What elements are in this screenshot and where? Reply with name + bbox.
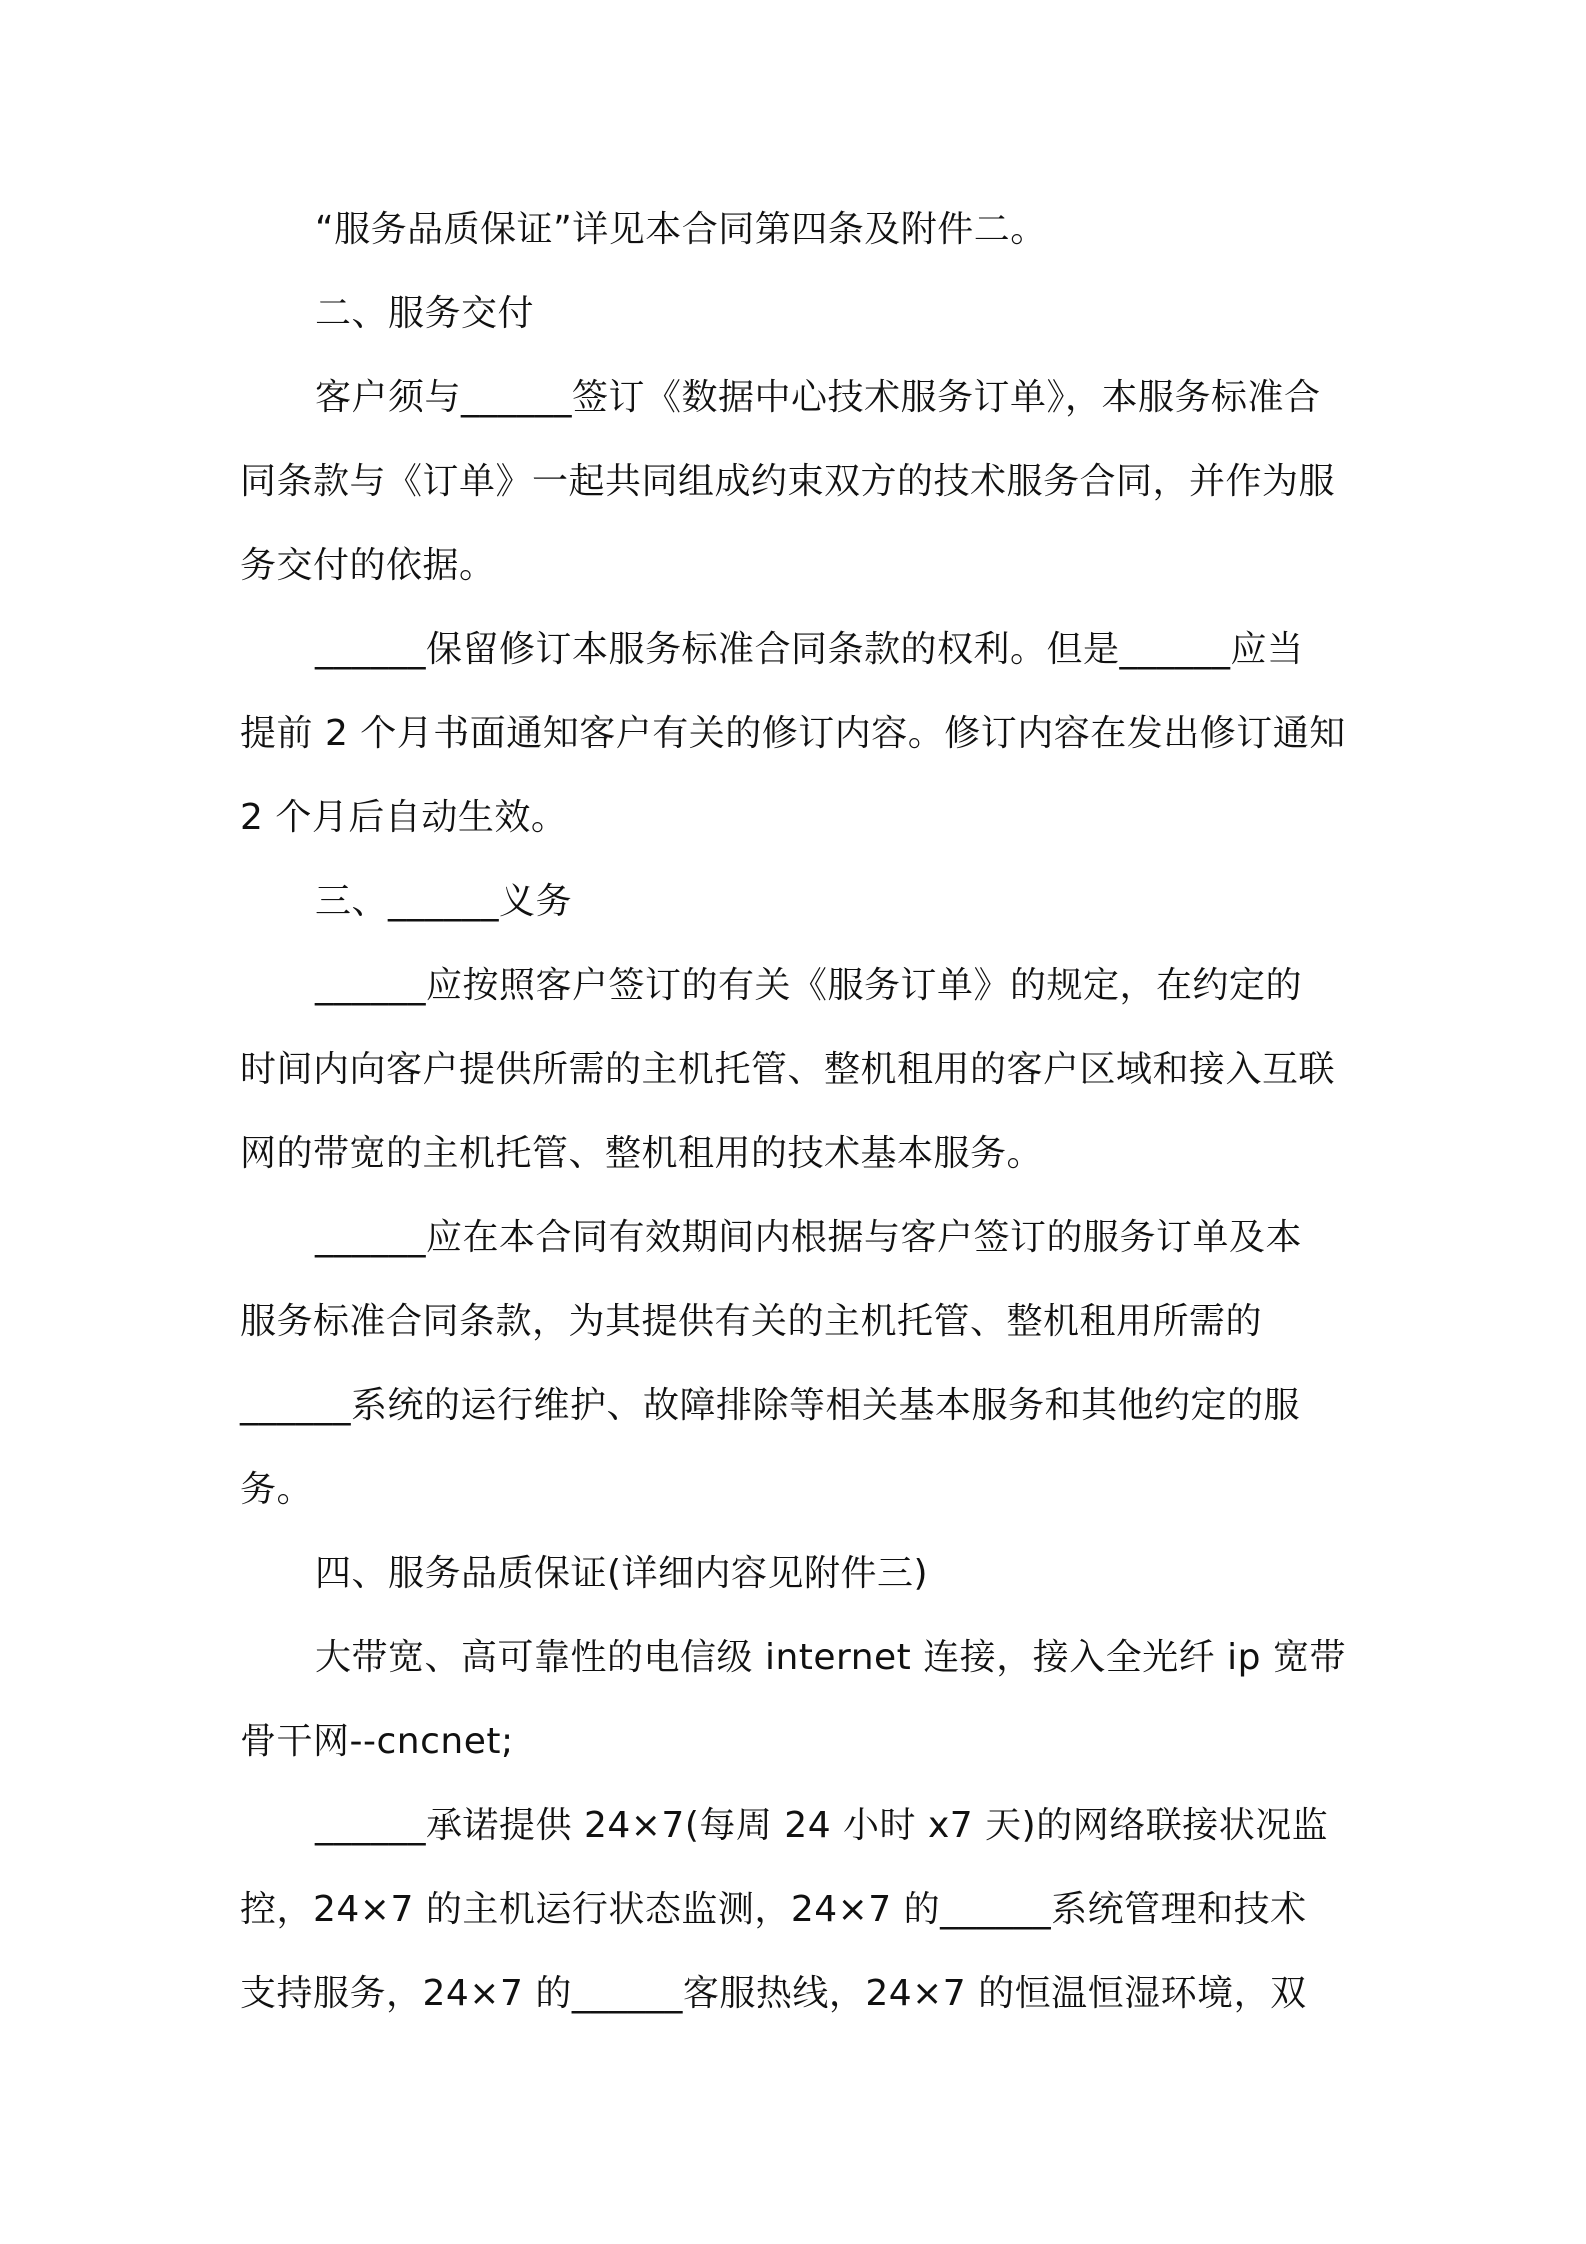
paragraph-line: 务交付的依据。 — [240, 545, 496, 586]
paragraph-line: 控，24×7 的主机运行状态监测，24×7 的______系统管理和技术 — [240, 1889, 1307, 1930]
section-heading: 二、服务交付 — [315, 293, 535, 334]
paragraph-line: 同条款与《订单》一起共同组成约束双方的技术服务合同，并作为服 — [240, 461, 1336, 502]
section-heading: 四、服务品质保证(详细内容见附件三) — [315, 1553, 929, 1594]
paragraph-line: ______承诺提供 24×7(每周 24 小时 x7 天)的网络联接状况监 — [315, 1805, 1329, 1846]
paragraph-line: ______系统的运行维护、故障排除等相关基本服务和其他约定的服 — [240, 1385, 1301, 1426]
paragraph-line: ______应在本合同有效期间内根据与客户签订的服务订单及本 — [315, 1217, 1303, 1258]
paragraph-line: 客户须与______签订《数据中心技术服务订单》，本服务标准合 — [315, 377, 1321, 418]
paragraph-line: 务。 — [240, 1469, 314, 1510]
paragraph-line: 服务标准合同条款，为其提供有关的主机托管、整机租用所需的 — [240, 1301, 1263, 1342]
paragraph-line: 骨干网--cncnet; — [240, 1721, 514, 1762]
paragraph-line: ______保留修订本服务标准合同条款的权利。但是______应当 — [315, 629, 1304, 670]
section-heading: 三、______义务 — [315, 881, 573, 922]
paragraph-line: 网的带宽的主机托管、整机租用的技术基本服务。 — [240, 1133, 1044, 1174]
paragraph-line: 大带宽、高可靠性的电信级 internet 连接，接入全光纤 ip 宽带 — [315, 1637, 1346, 1678]
paragraph-line: 支持服务，24×7 的______客服热线，24×7 的恒温恒湿环境，双 — [240, 1973, 1307, 2014]
paragraph-line: 2 个月后自动生效。 — [240, 797, 568, 838]
paragraph-line: ______应按照客户签订的有关《服务订单》的规定，在约定的 — [315, 965, 1303, 1006]
paragraph-line: 提前 2 个月书面通知客户有关的修订内容。修订内容在发出修订通知 — [240, 713, 1346, 754]
paragraph-line: “服务品质保证”详见本合同第四条及附件二。 — [315, 209, 1047, 250]
paragraph-line: 时间内向客户提供所需的主机托管、整机租用的客户区域和接入互联 — [240, 1049, 1336, 1090]
